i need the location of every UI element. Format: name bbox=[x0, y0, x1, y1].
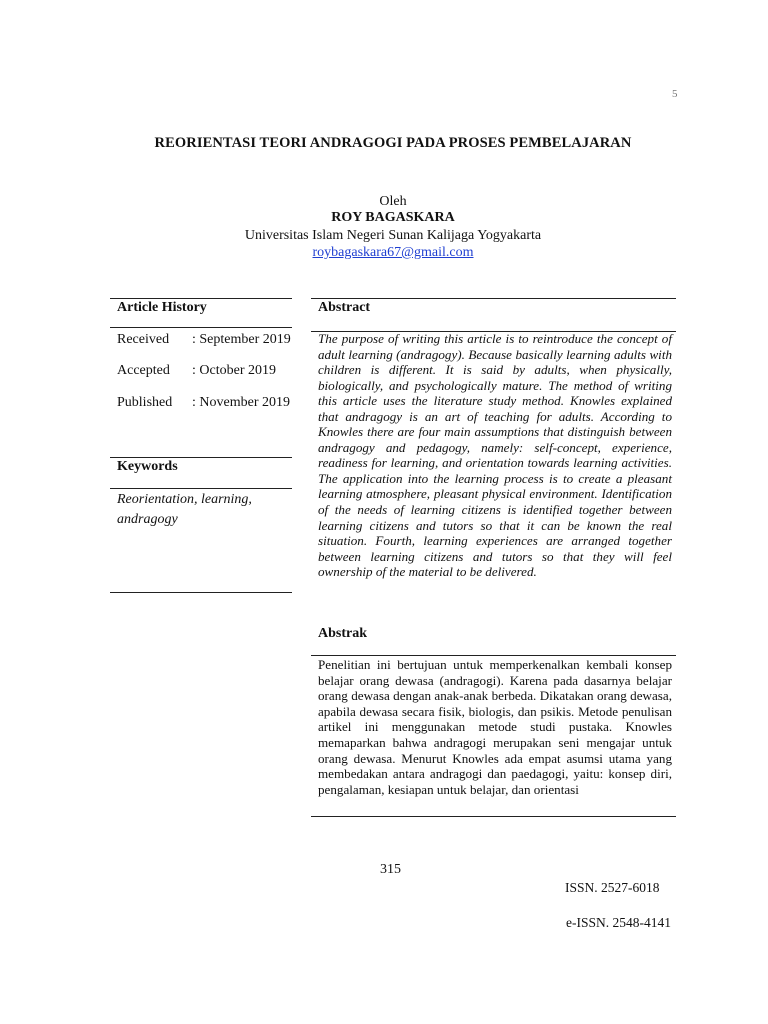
received-value: : September 2019 bbox=[192, 332, 291, 347]
received-label: Received bbox=[117, 332, 170, 347]
abstrak-bottom-rule bbox=[311, 816, 676, 817]
article-history-heading: Article History bbox=[117, 300, 207, 315]
history-top-rule bbox=[110, 298, 292, 299]
author-name: ROY BAGASKARA bbox=[331, 210, 455, 225]
abstrak-text: Penelitian ini bertujuan untuk memperkenalkan kembali konsep belajar orang dewasa (andragogi). Karena pada dasarnya belajar orang dewasa dengan anak-anak berbeda. Dikatakan orang dewasa, apabila dewasa secara fisik, biologis, dan psikis. Metode penulisan artikel ini menggunakan metode studi pustaka. Knowles memaparkan bahwa andragogi merupakan seni mengajar untuk orang dewasa. Menurut Knowles ada empat asumsi utama yang membedakan antara andragogi dan paedagogi, yaitu: konsep diri, pengalaman, kesiapan untuk belajar, dan orientasi bbox=[318, 657, 672, 797]
keywords-bottom-rule bbox=[110, 592, 292, 593]
keywords-heading: Keywords bbox=[117, 459, 178, 474]
keywords-text: Reorientation, learning, andragogy bbox=[117, 492, 252, 527]
paper-title: REORIENTASI TEORI ANDRAGOGI PADA PROSES PEMBELAJARAN bbox=[154, 135, 632, 151]
abstrak-top-rule bbox=[311, 655, 676, 656]
abstrak-heading: Abstrak bbox=[318, 626, 368, 641]
accepted-label: Accepted bbox=[117, 363, 170, 378]
published-label: Published bbox=[117, 395, 173, 410]
issn: ISSN. 2527-6018 bbox=[565, 880, 660, 895]
author-email-link[interactable] bbox=[0, 245, 768, 261]
eissn: e-ISSN. 2548-4141 bbox=[566, 915, 671, 930]
author-email-text[interactable]: roybagaskara67@gmail.com bbox=[312, 245, 474, 260]
author-affiliation: Universitas Islam Negeri Sunan Kalijaga Yogyakarta bbox=[244, 228, 542, 243]
corner-mark: 5 bbox=[672, 88, 678, 100]
abstract-text: The purpose of writing this article is to reintroduce the concept of adult learning (andragogy). Because basically learning adults with children is different. It is said by adults, when physically, biologically, and psychologically mature. The method of writing this article uses the literature study method. Knowles explained that andragogy is an art of teaching for adults. According to Knowles there are four main assumptions that distinguish between andragogy and pedagogy, namely: self-concept, experience, readiness for learning, and orientation towards learning activities. The application into the learning process is to create a pleasant learning atmosphere, pleasant physical environment. Identification of the needs of learning citizens is identified together between learning citizens and tutors so that it can be known the real situation. Fourth, learning experiences are arranged together between learning citizens and tutors so that they will feel ownership of the material to be delivered. bbox=[318, 331, 672, 580]
abstract-heading: Abstract bbox=[318, 300, 371, 315]
abstract-top-rule bbox=[311, 298, 676, 299]
author-by-label: Oleh bbox=[379, 194, 407, 209]
accepted-value: : October 2019 bbox=[192, 363, 276, 378]
published-value: : November 2019 bbox=[192, 395, 290, 410]
history-heading-rule bbox=[110, 327, 292, 328]
page-number: 315 bbox=[380, 862, 401, 877]
keywords-heading-rule bbox=[110, 488, 292, 489]
keywords-top-rule bbox=[110, 457, 292, 458]
